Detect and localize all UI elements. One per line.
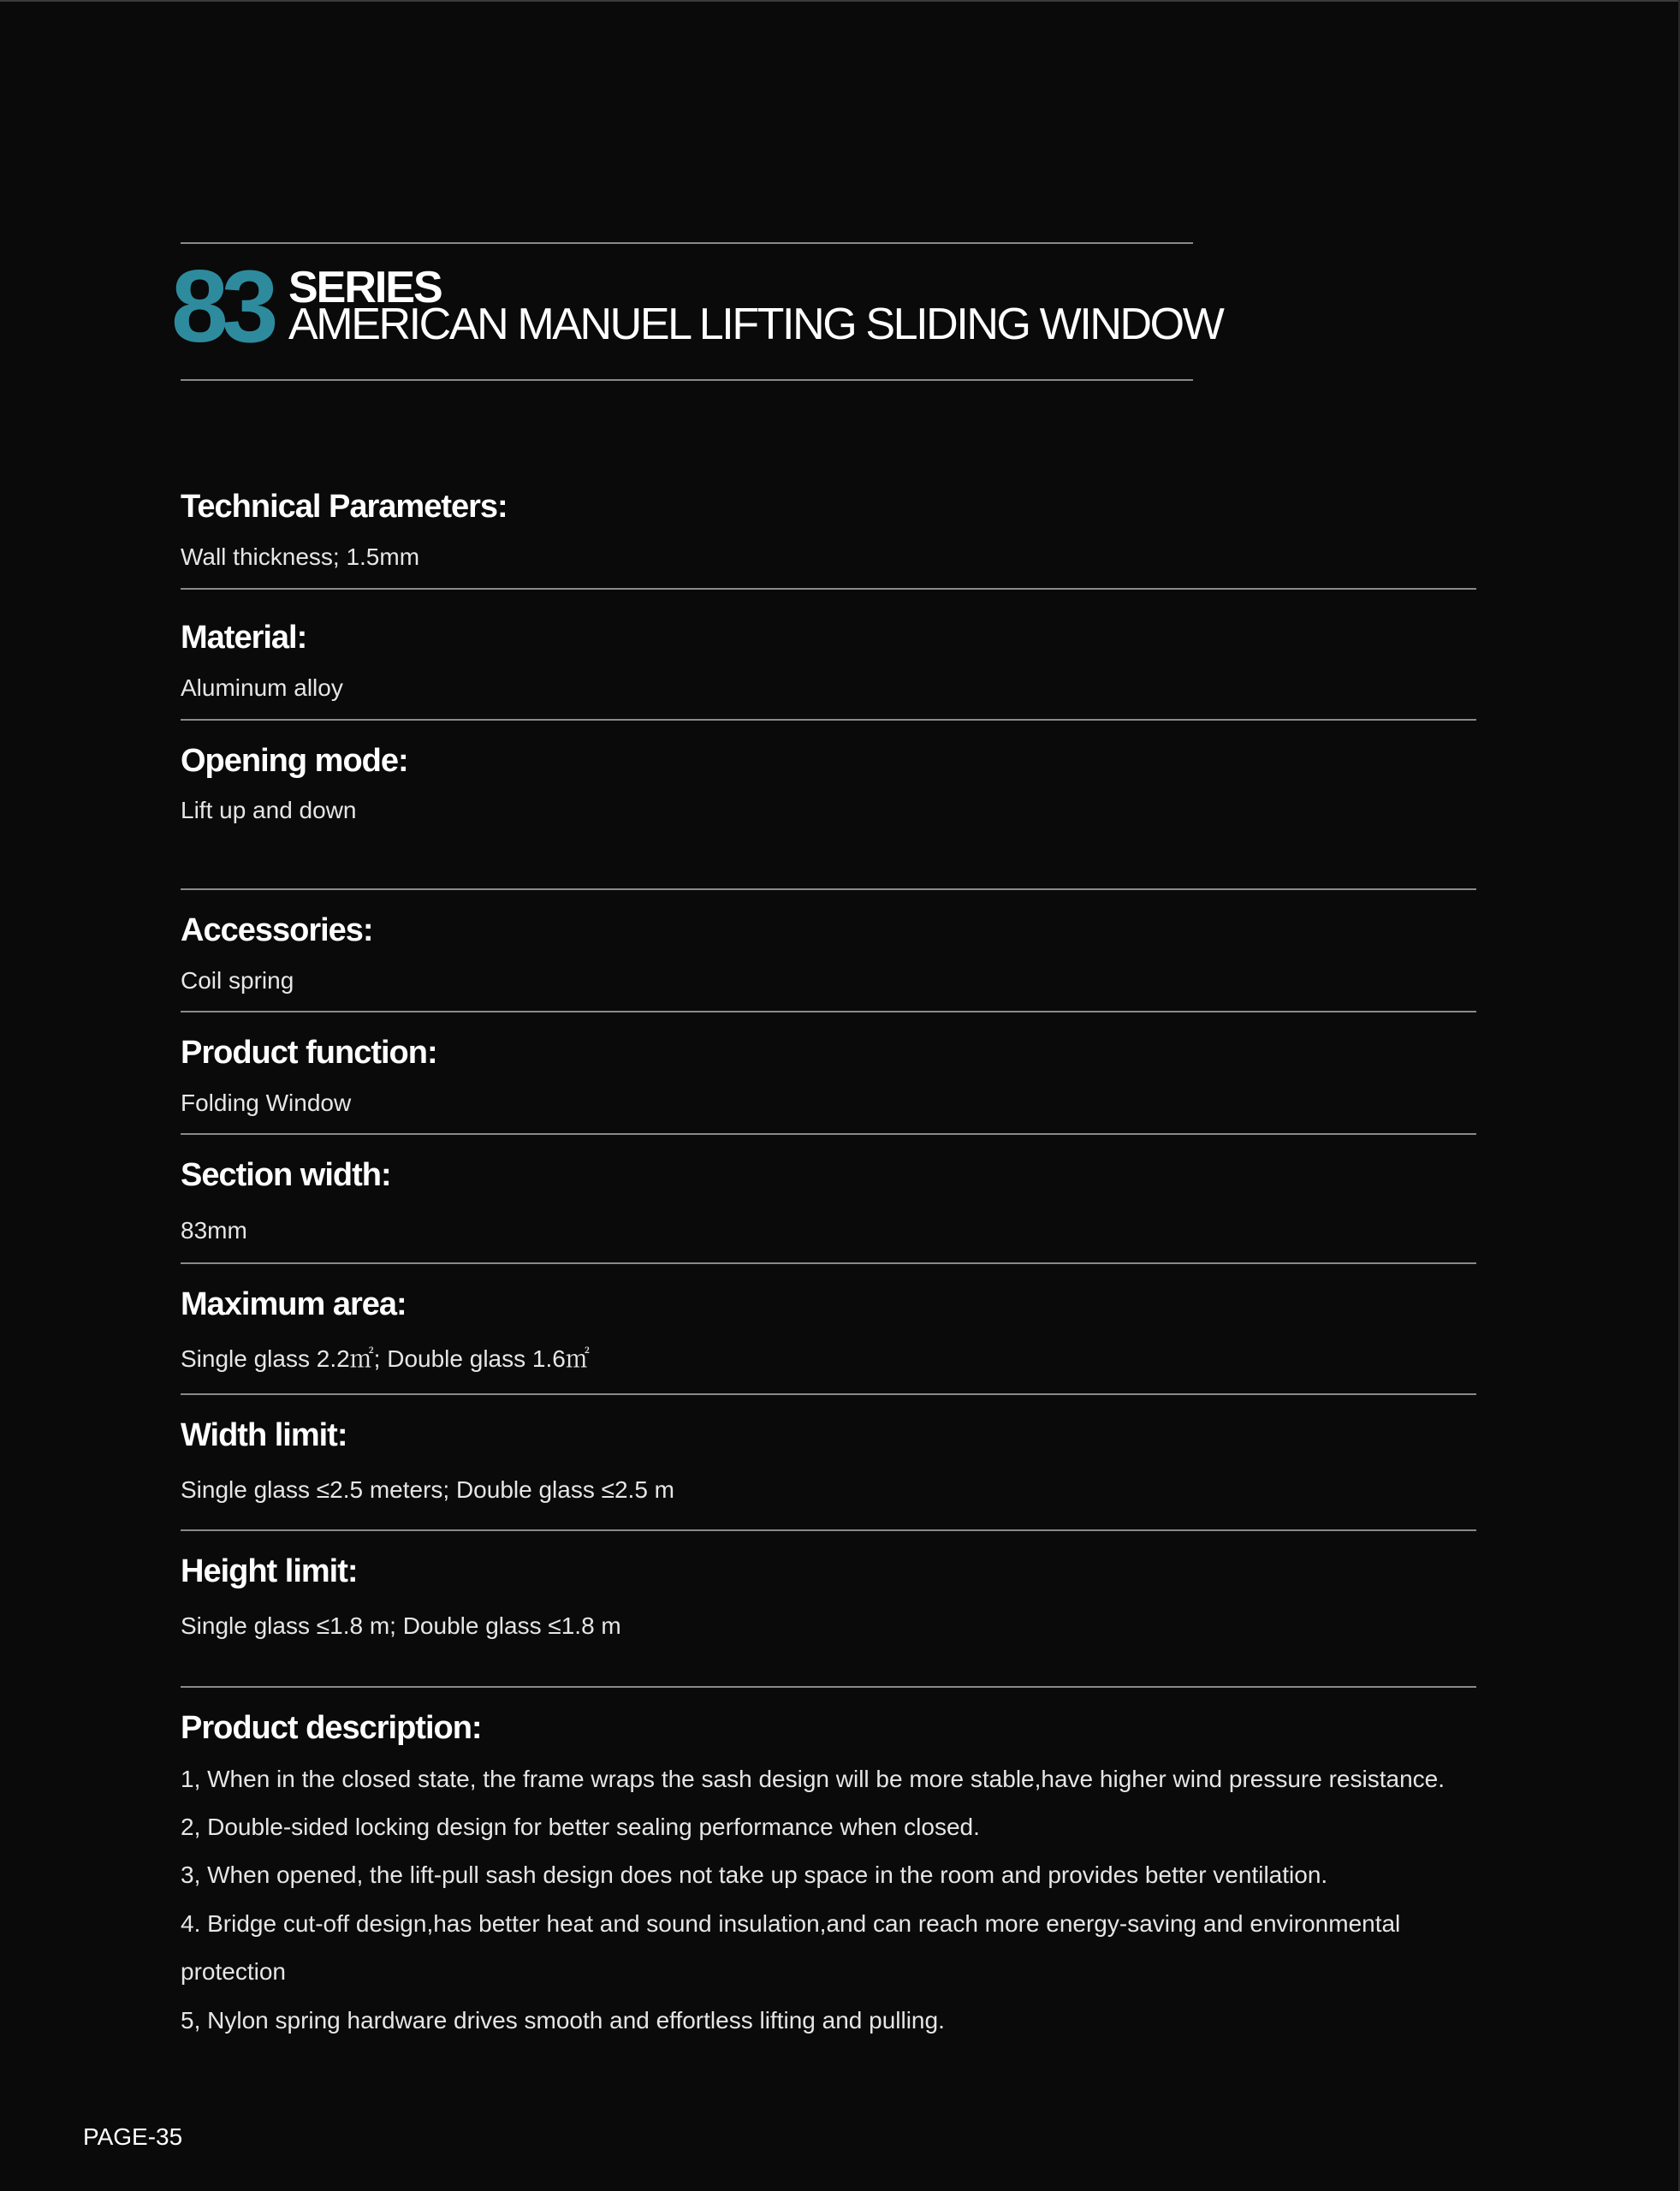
parameter-heading-maximum-area: Maximum area:: [181, 1286, 407, 1322]
page-number: PAGE-35: [83, 2123, 183, 2150]
description-line-4: 4. Bridge cut-off design,has better heat and sound insulation,and can reach more energy-saving and environmental: [181, 1910, 1401, 1937]
description-heading: Product description:: [181, 1710, 482, 1746]
section-divider: [181, 1262, 1476, 1264]
section-divider: [181, 1393, 1476, 1395]
parameter-value-width-limit: Single glass ≤2.5 meters; Double glass ≤2.5 m: [181, 1476, 675, 1503]
section-divider: [181, 1686, 1476, 1688]
description-line-3: 3, When opened, the lift-pull sash design does not take up space in the room and provides better ventilation.: [181, 1861, 1328, 1888]
description-line-2: 2, Double-sided locking design for better sealing performance when closed.: [181, 1814, 980, 1840]
section-divider: [181, 719, 1476, 721]
header-top-rule: [181, 242, 1193, 244]
parameter-heading-product-function: Product function:: [181, 1035, 437, 1071]
parameter-heading-section-width: Section width:: [181, 1157, 391, 1193]
series-number: 83: [171, 249, 272, 364]
parameter-value-product-function: Folding Window: [181, 1090, 352, 1116]
parameter-value-maximum-area: Single glass 2.2㎡; Double glass 1.6㎡: [181, 1345, 590, 1372]
description-line-4-continued: protection: [181, 1958, 286, 1985]
parameter-value-material: Aluminum alloy: [181, 674, 343, 701]
series-label: SERIES: [288, 263, 442, 312]
parameter-value-height-limit: Single glass ≤1.8 m; Double glass ≤1.8 m: [181, 1612, 621, 1639]
description-line-5: 5, Nylon spring hardware drives smooth and effortless lifting and pulling.: [181, 2007, 945, 2034]
page-top-border: [0, 0, 1680, 2]
parameter-heading-opening-mode: Opening mode:: [181, 743, 408, 779]
parameter-heading-width-limit: Width limit:: [181, 1417, 347, 1453]
parameter-value-section-width: 83mm: [181, 1217, 247, 1244]
parameter-value-opening-mode: Lift up and down: [181, 797, 357, 823]
product-name: AMERICAN MANUEL LIFTING SLIDING WINDOW: [288, 300, 1223, 349]
header-bottom-rule: [181, 379, 1193, 381]
parameter-heading-accessories: Accessories:: [181, 912, 373, 948]
parameter-heading-technical: Technical Parameters:: [181, 489, 508, 525]
parameter-value-accessories: Coil spring: [181, 967, 294, 994]
parameter-heading-material: Material:: [181, 620, 307, 656]
section-divider: [181, 888, 1476, 890]
section-divider: [181, 1011, 1476, 1012]
section-divider: [181, 1529, 1476, 1531]
section-divider: [181, 588, 1476, 590]
description-line-1: 1, When in the closed state, the frame wraps the sash design will be more stable,have higher wind pressure resistance.: [181, 1766, 1445, 1792]
section-divider: [181, 1133, 1476, 1135]
parameter-heading-height-limit: Height limit:: [181, 1553, 358, 1589]
parameter-value-technical: Wall thickness; 1.5mm: [181, 543, 420, 570]
